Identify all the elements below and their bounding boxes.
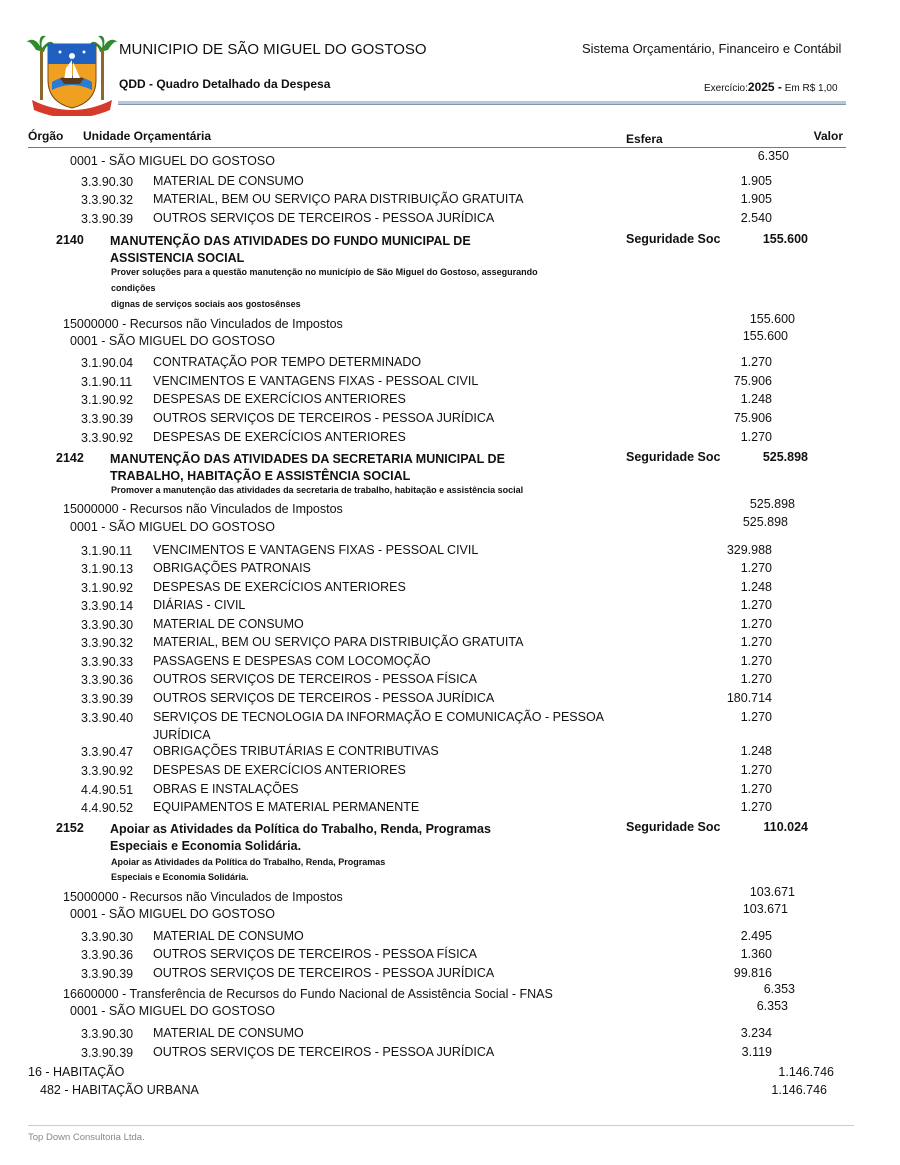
element-code: 3.1.90.11 (81, 544, 133, 558)
column-header-unidade: Unidade Orçamentária (83, 129, 212, 143)
element-code: 3.1.90.13 (81, 562, 134, 576)
amount-value: 6.350 (757, 149, 789, 163)
element-code: 3.3.90.32 (81, 193, 134, 207)
resource-source-label: 15000000 - Recursos não Vinculados de Impostos (63, 502, 343, 516)
amount-value: 1.248 (740, 744, 772, 758)
element-description: OUTROS SERVIÇOS DE TERCEIROS - PESSOA JURÍDICA (153, 966, 495, 980)
element-description: VENCIMENTOS E VANTAGENS FIXAS - PESSOAL CIVIL (153, 543, 479, 557)
element-code: 3.3.90.92 (81, 764, 134, 778)
element-code: 3.3.90.36 (81, 673, 134, 687)
element-description: MATERIAL, BEM OU SERVIÇO PARA DISTRIBUIÇÃO GRATUITA (153, 635, 524, 649)
element-description: DESPESAS DE EXERCÍCIOS ANTERIORES (153, 392, 406, 406)
element-code: 3.3.90.39 (81, 967, 134, 981)
amount-value: 525.898 (762, 450, 808, 464)
element-code: 3.3.90.30 (81, 175, 134, 189)
table-header-rule (28, 147, 846, 148)
element-code: 3.3.90.39 (81, 692, 134, 706)
action-description: Apoiar as Atividades da Política do Trabalho, Renda, Programas (111, 857, 386, 867)
amount-value: 1.270 (740, 355, 772, 369)
amount-value: 1.146.746 (771, 1083, 827, 1097)
municipality-name: MUNICIPIO DE SÃO MIGUEL DO GOSTOSO (119, 41, 427, 58)
element-description: OUTROS SERVIÇOS DE TERCEIROS - PESSOA JURÍDICA (153, 211, 495, 225)
action-description: condições (111, 283, 156, 293)
amount-value: 110.024 (763, 820, 808, 834)
amount-value: 1.270 (740, 782, 772, 796)
element-code: 3.3.90.39 (81, 212, 134, 226)
element-code: 3.3.90.33 (81, 655, 134, 669)
element-code: 3.3.90.39 (81, 412, 134, 426)
element-description: MATERIAL, BEM OU SERVIÇO PARA DISTRIBUIÇÃO GRATUITA (153, 192, 524, 206)
element-description: CONTRATAÇÃO POR TEMPO DETERMINADO (153, 355, 422, 369)
amount-value: 329.988 (726, 543, 772, 557)
element-code: 3.3.90.47 (81, 745, 134, 759)
element-code: 3.3.90.40 (81, 711, 134, 725)
unit-label: 0001 - SÃO MIGUEL DO GOSTOSO (70, 907, 275, 921)
element-description: OBRAS E INSTALAÇÕES (153, 782, 299, 796)
element-description: EQUIPAMENTOS E MATERIAL PERMANENTE (153, 800, 420, 814)
action-description: Prover soluções para a questão manutenção no município de São Miguel do Gostoso, assegurando (111, 267, 538, 277)
column-header-esfera: Esfera (626, 132, 663, 146)
system-name: Sistema Orçamentário, Financeiro e Contábil (582, 41, 842, 56)
element-description: MATERIAL DE CONSUMO (153, 929, 304, 943)
amount-value: 103.671 (749, 885, 795, 899)
amount-value: 99.816 (733, 966, 772, 980)
exercise-prefix: Exercício: (704, 83, 748, 94)
amount-value: 1.270 (740, 430, 772, 444)
amount-value: 1.905 (740, 192, 772, 206)
element-description: MATERIAL DE CONSUMO (153, 1026, 304, 1040)
amount-value: 2.495 (740, 929, 772, 943)
action-title: Apoiar as Atividades da Política do Trabalho, Renda, Programas (110, 822, 491, 836)
element-code: 3.3.90.32 (81, 636, 134, 650)
amount-value: 1.270 (740, 710, 772, 724)
esfera-value: Seguridade Soc (626, 820, 720, 834)
element-description: MATERIAL DE CONSUMO (153, 617, 304, 631)
element-code: 4.4.90.51 (81, 783, 134, 797)
amount-value: 155.600 (762, 232, 808, 246)
element-description: DESPESAS DE EXERCÍCIOS ANTERIORES (153, 580, 406, 594)
header-divider (118, 101, 846, 105)
element-code: 3.1.90.04 (81, 356, 134, 370)
element-description: MATERIAL DE CONSUMO (153, 174, 304, 188)
amount-value: 180.714 (726, 691, 772, 705)
amount-value: 525.898 (742, 515, 788, 529)
amount-value: 1.270 (740, 763, 772, 777)
amount-value: 1.270 (740, 654, 772, 668)
element-description: VENCIMENTOS E VANTAGENS FIXAS - PESSOAL CIVIL (153, 374, 479, 388)
amount-value: 1.270 (740, 800, 772, 814)
element-description: OUTROS SERVIÇOS DE TERCEIROS - PESSOA JURÍDICA (153, 411, 495, 425)
element-code: 3.3.90.14 (81, 599, 134, 613)
element-code: 3.3.90.30 (81, 618, 134, 632)
action-description: Promover a manutenção das atividades da secretaria de trabalho, habitação e assistência social (111, 485, 524, 495)
amount-value: 155.600 (742, 329, 788, 343)
unit-label: 0001 - SÃO MIGUEL DO GOSTOSO (70, 1004, 275, 1018)
amount-value: 75.906 (733, 374, 772, 388)
action-title-cont: ASSISTENCIA SOCIAL (110, 251, 245, 265)
amount-value: 1.248 (740, 392, 772, 406)
amount-value: 6.353 (763, 982, 795, 996)
resource-source-label: 16600000 - Transferência de Recursos do Fundo Nacional de Assistência Social - FNAS (63, 987, 553, 1001)
amount-value: 525.898 (749, 497, 795, 511)
esfera-value: Seguridade Soc (626, 232, 720, 246)
unit-label: 0001 - SÃO MIGUEL DO GOSTOSO (70, 520, 275, 534)
element-code: 3.3.90.36 (81, 948, 134, 962)
column-header-valor: Valor (813, 129, 843, 143)
element-description: OUTROS SERVIÇOS DE TERCEIROS - PESSOA JURÍDICA (153, 1045, 495, 1059)
element-description: DESPESAS DE EXERCÍCIOS ANTERIORES (153, 430, 406, 444)
action-code: 2142 (56, 451, 84, 465)
element-description-cont: JURÍDICA (153, 728, 211, 742)
amount-value: 2.540 (740, 211, 772, 225)
amount-value: 75.906 (733, 411, 772, 425)
resource-source-label: 15000000 - Recursos não Vinculados de Impostos (63, 890, 343, 904)
amount-value: 1.248 (740, 580, 772, 594)
element-description: OUTROS SERVIÇOS DE TERCEIROS - PESSOA FÍSICA (153, 672, 477, 686)
element-code: 3.1.90.11 (81, 375, 133, 389)
element-code: 3.1.90.92 (81, 393, 134, 407)
action-title: MANUTENÇÃO DAS ATIVIDADES DA SECRETARIA MUNICIPAL DE (110, 452, 505, 466)
element-description: SERVIÇOS DE TECNOLOGIA DA INFORMAÇÃO E COMUNICAÇÃO - PESSOA (153, 710, 605, 724)
element-description: OBRIGAÇÕES TRIBUTÁRIAS E CONTRIBUTIVAS (153, 744, 439, 758)
amount-value: 6.353 (756, 999, 788, 1013)
amount-value: 3.234 (740, 1026, 772, 1040)
exercise-year: 2025 - (747, 80, 782, 94)
element-description: DESPESAS DE EXERCÍCIOS ANTERIORES (153, 763, 406, 777)
amount-value: 103.671 (742, 902, 788, 916)
report-title: QDD - Quadro Detalhado da Despesa (119, 77, 331, 91)
amount-value: 1.270 (740, 635, 772, 649)
currency-note: Em R$ 1,00 (781, 83, 838, 94)
amount-value: 1.360 (740, 947, 772, 961)
action-description: Especiais e Economia Solidária. (111, 872, 249, 882)
amount-value: 1.270 (740, 561, 772, 575)
amount-value: 1.146.746 (778, 1065, 834, 1079)
element-description: OUTROS SERVIÇOS DE TERCEIROS - PESSOA JURÍDICA (153, 691, 495, 705)
municipal-coat-of-arms-logo (26, 30, 118, 116)
action-title: MANUTENÇÃO DAS ATIVIDADES DO FUNDO MUNICIPAL DE (110, 234, 471, 248)
subfunction-label: 482 - HABITAÇÃO URBANA (40, 1083, 199, 1097)
action-title-cont: Especiais e Economia Solidária. (110, 839, 302, 853)
amount-value: 1.270 (740, 672, 772, 686)
esfera-value: Seguridade Soc (626, 450, 720, 464)
element-code: 4.4.90.52 (81, 801, 134, 815)
action-code: 2152 (56, 821, 84, 835)
element-description: PASSAGENS E DESPESAS COM LOCOMOÇÃO (153, 654, 431, 668)
amount-value: 155.600 (749, 312, 795, 326)
amount-value: 1.270 (740, 598, 772, 612)
amount-value: 3.119 (741, 1045, 772, 1059)
column-header-orgao: Órgão (28, 129, 64, 143)
action-code: 2140 (56, 233, 84, 247)
element-description: OUTROS SERVIÇOS DE TERCEIROS - PESSOA FÍSICA (153, 947, 477, 961)
action-title-cont: TRABALHO, HABITAÇÃO E ASSISTÊNCIA SOCIAL (110, 469, 411, 483)
resource-source-label: 15000000 - Recursos não Vinculados de Impostos (63, 317, 343, 331)
element-code: 3.3.90.30 (81, 1027, 134, 1041)
amount-value: 1.270 (740, 617, 772, 631)
unit-label: 0001 - SÃO MIGUEL DO GOSTOSO (70, 334, 275, 348)
footer-divider (28, 1125, 854, 1126)
element-code: 3.1.90.92 (81, 581, 134, 595)
element-description: OBRIGAÇÕES PATRONAIS (153, 561, 311, 575)
unit-label: 0001 - SÃO MIGUEL DO GOSTOSO (70, 154, 275, 168)
element-description: DIÁRIAS - CIVIL (153, 598, 246, 612)
function-label: 16 - HABITAÇÃO (28, 1065, 125, 1079)
amount-value: 1.905 (740, 174, 772, 188)
element-code: 3.3.90.30 (81, 930, 134, 944)
exercise-info (704, 80, 838, 94)
element-code: 3.3.90.39 (81, 1046, 134, 1060)
element-code: 3.3.90.92 (81, 431, 134, 445)
footer-company: Top Down Consultoria Ltda. (28, 1132, 145, 1143)
action-description: dignas de serviços sociais aos gostosênses (111, 299, 301, 309)
